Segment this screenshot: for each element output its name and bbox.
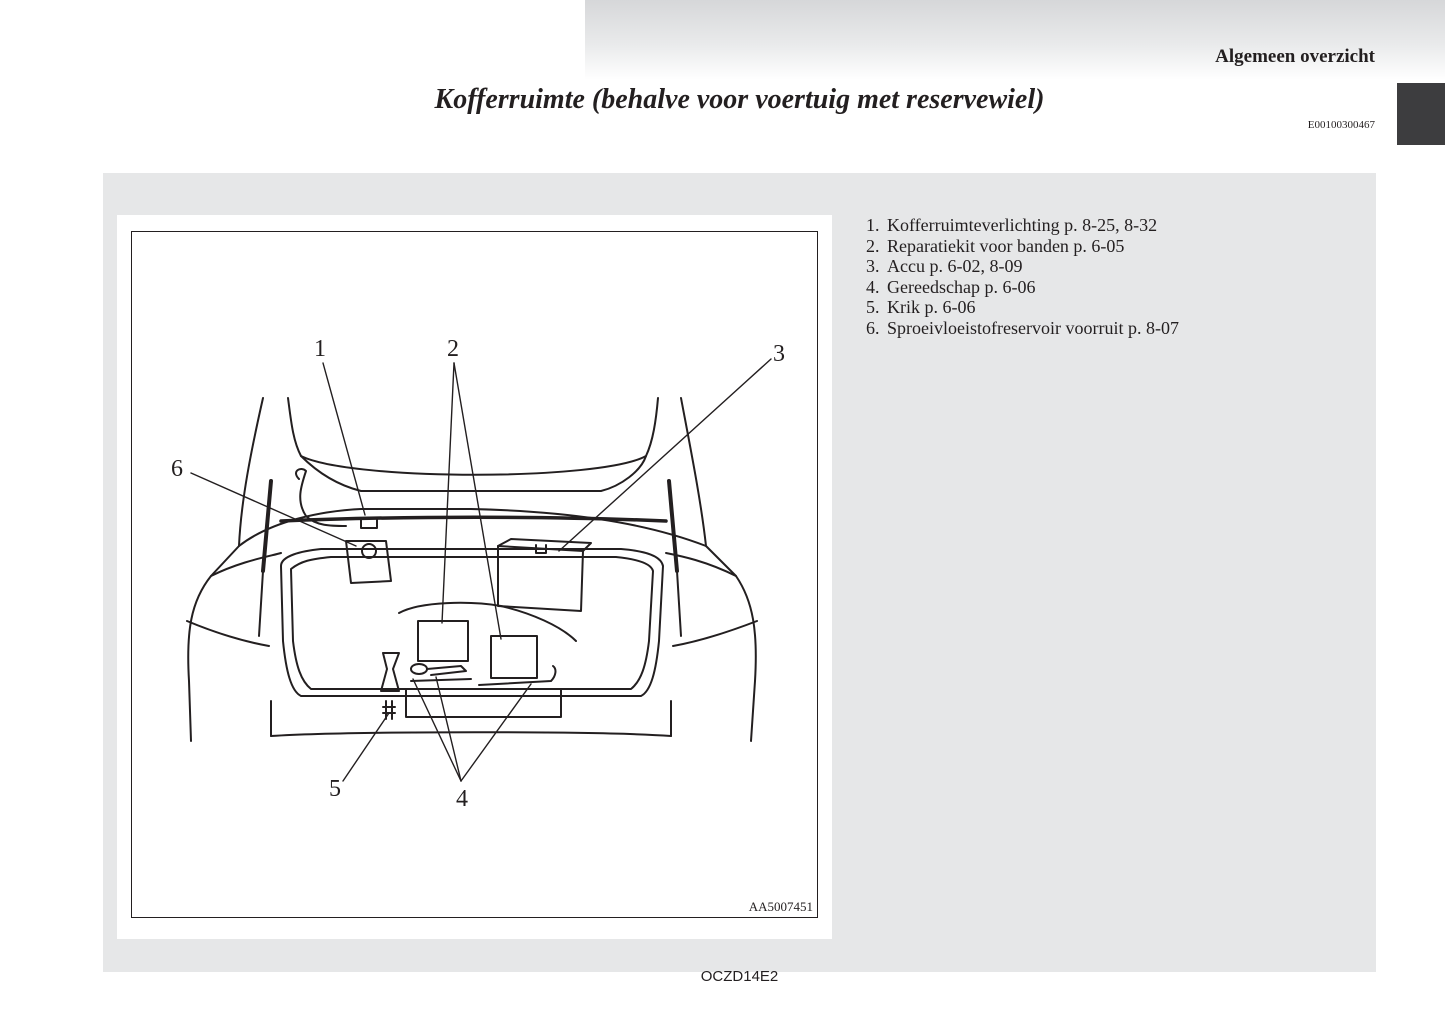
legend-text: Krik p. 6-06 <box>887 297 976 318</box>
legend-item <box>866 236 1179 257</box>
legend-number: 3. <box>866 256 880 277</box>
section-title: Algemeen overzicht <box>1215 46 1375 67</box>
trunk-drawing <box>132 232 819 919</box>
callout-3: 3 <box>773 341 785 367</box>
callout-5: 5 <box>329 776 341 802</box>
legend-text: Sproeivloeistofreservoir voorruit p. 8-07 <box>887 317 1179 338</box>
page-title: Kofferruimte (behalve voor voertuig met reservewiel) <box>434 84 1045 115</box>
callout-6: 6 <box>171 456 183 482</box>
parts-legend <box>866 215 1179 339</box>
legend-item <box>866 256 1179 277</box>
legend-text: Accu p. 6-02, 8-09 <box>887 256 1023 277</box>
legend-text: Reparatiekit voor banden p. 6-05 <box>887 235 1125 256</box>
legend-number: 1. <box>866 215 880 235</box>
legend-item <box>866 318 1179 339</box>
trunk-opening <box>281 517 666 717</box>
legend-item <box>866 215 1179 236</box>
callout-1: 1 <box>314 336 326 362</box>
legend-number: 6. <box>866 317 880 338</box>
legend-item <box>866 277 1179 298</box>
legend-number: 2. <box>866 235 880 256</box>
tools <box>411 664 555 685</box>
legend-text: Gereedschap p. 6-06 <box>887 276 1036 297</box>
document-code: E00100300467 <box>1307 119 1375 131</box>
legend-text: Kofferruimteverlichting p. 8-25, 8-32 <box>887 215 1158 235</box>
legend-number: 5. <box>866 297 880 318</box>
callout-2: 2 <box>447 336 459 362</box>
legend-item <box>866 297 1179 318</box>
footer-code: OCZD14E2 <box>700 968 779 985</box>
legend-number: 4. <box>866 276 880 297</box>
figure-code: AA5007451 <box>748 899 813 914</box>
jack <box>381 653 399 719</box>
callout-4: 4 <box>456 786 468 812</box>
tire-repair-kit <box>418 621 537 678</box>
header-band <box>585 0 1445 80</box>
trunk-illustration <box>131 231 818 918</box>
